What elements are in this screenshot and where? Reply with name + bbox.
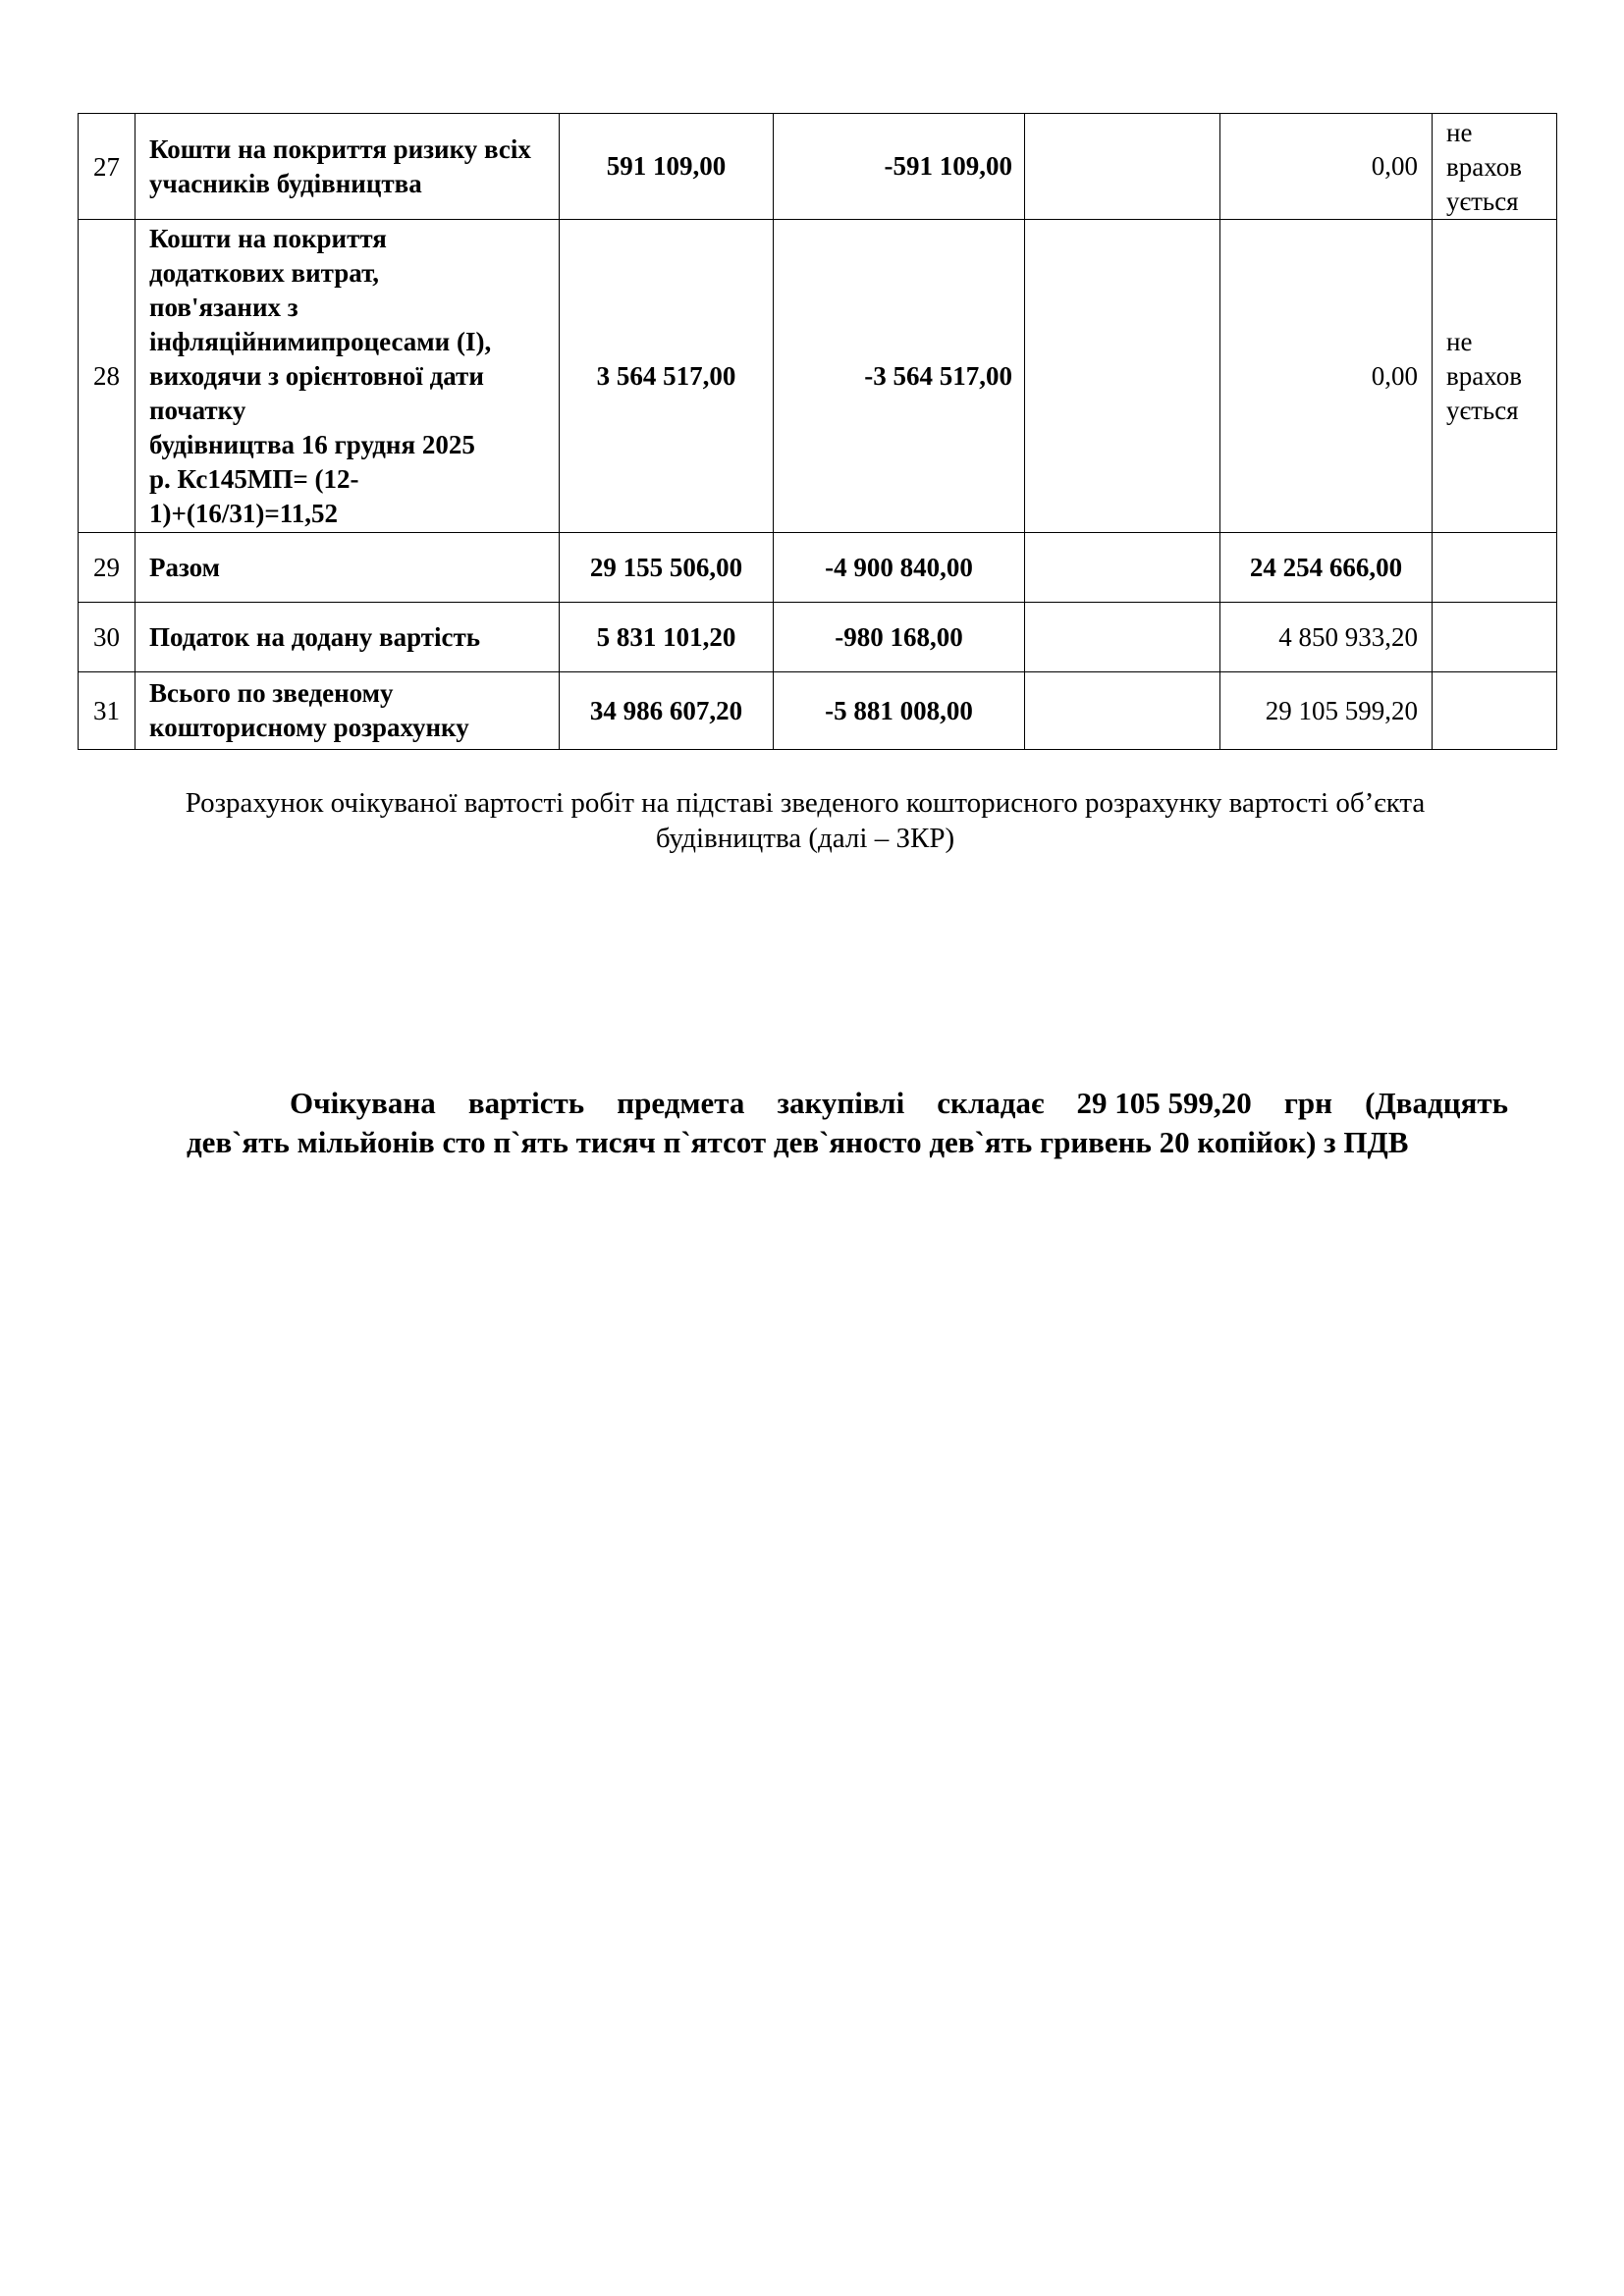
row-note: не врахов ується bbox=[1433, 220, 1557, 533]
row-number: 30 bbox=[79, 603, 135, 672]
row-name: Кошти на покриття ризику всіх учасників будівництва bbox=[135, 114, 560, 220]
summary-word: предмета bbox=[617, 1086, 745, 1120]
expected-value: 29 105 599,20 bbox=[1220, 672, 1433, 750]
row-name-line: р. Кс145МП= (12- bbox=[149, 463, 359, 494]
row-name: Всього по зведеному кошторисному розрахунку bbox=[135, 672, 560, 750]
summary-line-2: дев`ять мільйонів сто п`ять тисяч п`ятсот дев`яносто дев`ять гривень 20 копійок) з ПДВ bbox=[187, 1125, 1409, 1159]
row-note bbox=[1433, 603, 1557, 672]
row-note bbox=[1433, 672, 1557, 750]
expected-value: 0,00 bbox=[1220, 114, 1433, 220]
row-number: 29 bbox=[79, 533, 135, 603]
row-name-line: початку bbox=[149, 395, 246, 425]
expected-value: 24 254 666,00 bbox=[1220, 533, 1433, 603]
estimate-value: 5 831 101,20 bbox=[560, 603, 774, 672]
estimate-value: 591 109,00 bbox=[560, 114, 774, 220]
table-row bbox=[79, 533, 1557, 603]
summary-amount: 29 105 599,20 bbox=[1076, 1086, 1252, 1120]
row-note bbox=[1433, 533, 1557, 603]
expected-cost-summary bbox=[187, 1084, 1508, 1162]
estimate-value: 3 564 517,00 bbox=[560, 220, 774, 533]
row-name-line: виходячи з орієнтовної дати bbox=[149, 360, 484, 391]
expected-value: 4 850 933,20 bbox=[1220, 603, 1433, 672]
row-name bbox=[135, 220, 560, 533]
row-name-line: будівництва 16 грудня 2025 bbox=[149, 429, 475, 459]
table-row bbox=[79, 672, 1557, 750]
expected-value: 0,00 bbox=[1220, 220, 1433, 533]
row-name: Податок на додану вартість bbox=[135, 603, 560, 672]
adjustment-value: -4 900 840,00 bbox=[774, 533, 1025, 603]
summary-line-1 bbox=[187, 1084, 1508, 1123]
estimate-table bbox=[78, 113, 1557, 750]
summary-word: вартість bbox=[467, 1086, 585, 1120]
adjustment-value: -3 564 517,00 bbox=[774, 220, 1025, 533]
row-name-line: 1)+(16/31)=11,52 bbox=[149, 498, 339, 528]
row-number: 28 bbox=[79, 220, 135, 533]
row-name: Разом bbox=[135, 533, 560, 603]
summary-word: складає bbox=[937, 1086, 1045, 1120]
row-name-line: інфляційнимипроцесами (I), bbox=[149, 326, 492, 356]
summary-word: грн bbox=[1283, 1086, 1333, 1120]
table-row bbox=[79, 220, 1557, 533]
row-name-line: пов'язаних з bbox=[149, 292, 298, 322]
adjustment-value: -980 168,00 bbox=[774, 603, 1025, 672]
empty-cell bbox=[1025, 672, 1220, 750]
summary-word: закупівлі bbox=[777, 1086, 905, 1120]
empty-cell bbox=[1025, 114, 1220, 220]
adjustment-value: -591 109,00 bbox=[774, 114, 1025, 220]
row-name-line: додаткових витрат, bbox=[149, 257, 380, 288]
estimate-value: 29 155 506,00 bbox=[560, 533, 774, 603]
calculation-note: Розрахунок очікуваної вартості робіт на підставі зведеного кошторисного розрахунку вартості об’єкта будівництва (далі – ЗКР) bbox=[185, 787, 1426, 854]
row-note: не врахов ується bbox=[1433, 114, 1557, 220]
empty-cell bbox=[1025, 603, 1220, 672]
summary-word: Очікувана bbox=[290, 1086, 436, 1120]
row-number: 27 bbox=[79, 114, 135, 220]
empty-cell bbox=[1025, 533, 1220, 603]
adjustment-value: -5 881 008,00 bbox=[774, 672, 1025, 750]
row-name-line: Кошти на покриття bbox=[149, 223, 387, 253]
table-row bbox=[79, 603, 1557, 672]
empty-cell bbox=[1025, 220, 1220, 533]
table-row bbox=[79, 114, 1557, 220]
estimate-value: 34 986 607,20 bbox=[560, 672, 774, 750]
summary-word: (Двадцять bbox=[1365, 1086, 1508, 1120]
row-number: 31 bbox=[79, 672, 135, 750]
